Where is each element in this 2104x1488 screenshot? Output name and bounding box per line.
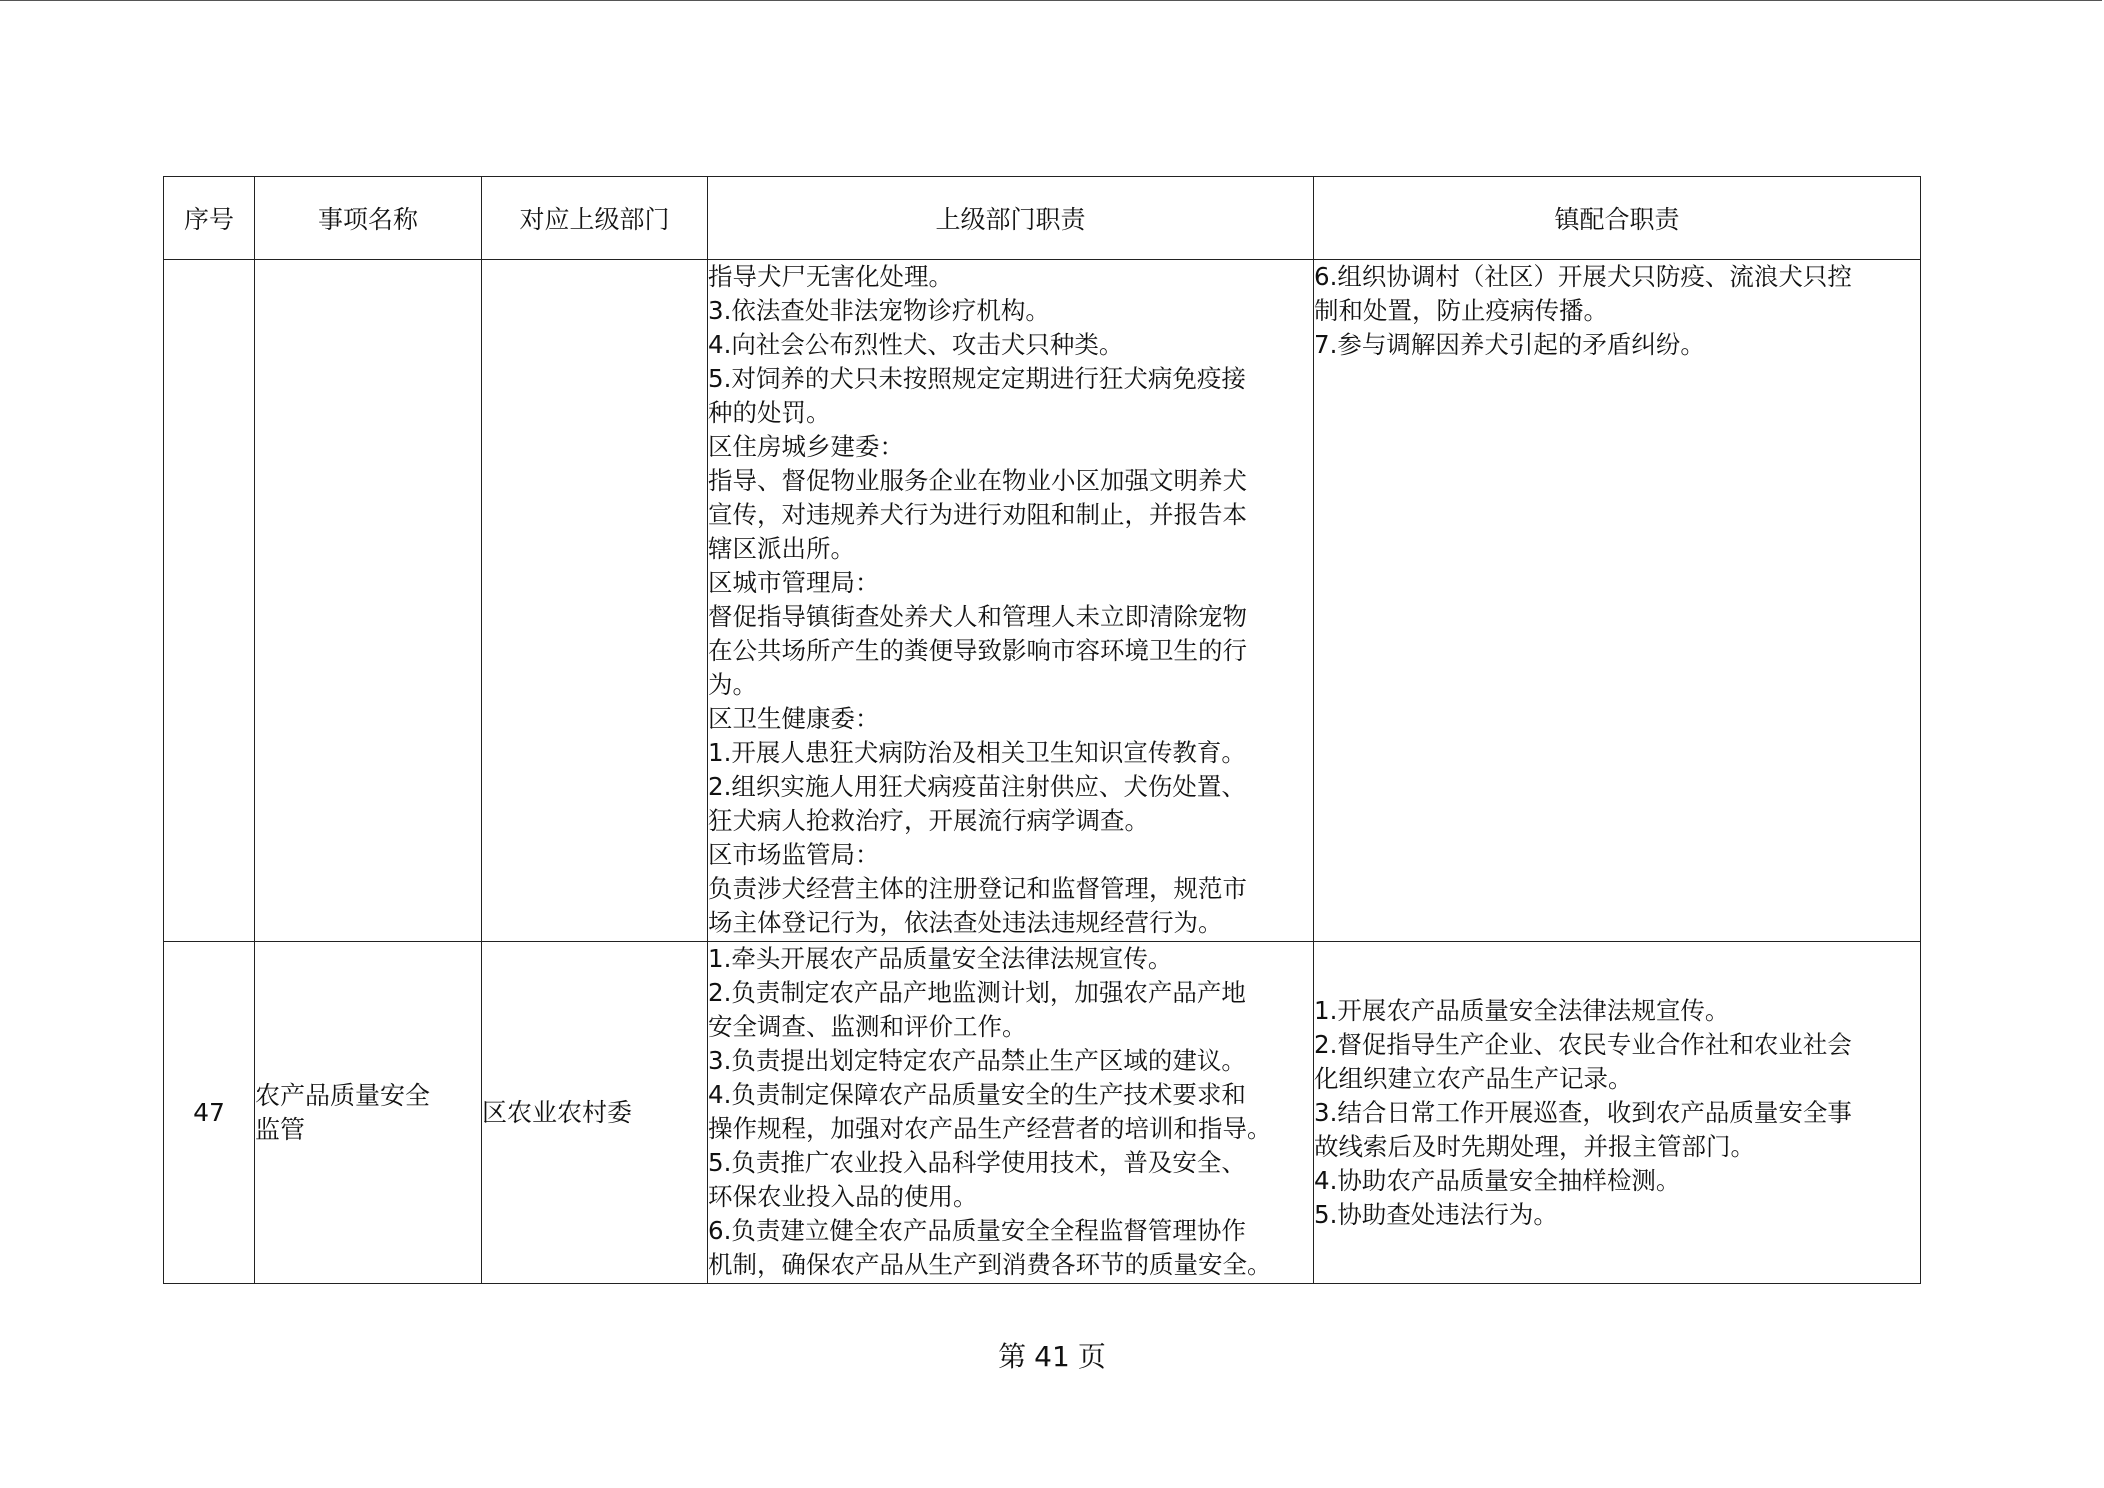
- row-serial-number: [164, 260, 255, 942]
- row-department: [482, 260, 708, 942]
- duty-line: 狂犬病人抢救治疗，开展流行病学调查。: [708, 806, 1149, 835]
- page-prefix: 第: [998, 1340, 1027, 1373]
- duty-line: 种的处罚。: [708, 398, 831, 427]
- duty-line: 3.依法查处非法宠物诊疗机构。: [708, 296, 1050, 325]
- table-header-row: [164, 177, 1921, 260]
- duty-line: 5.对饲养的犬只未按照规定定期进行狂犬病免疫接: [708, 364, 1246, 393]
- duty-line: 为。: [708, 670, 757, 699]
- duty-line: 2.负责制定农产品产地监测计划，加强农产品产地: [708, 978, 1246, 1007]
- row-item-name: [255, 260, 482, 942]
- page-suffix: 页: [1077, 1340, 1106, 1373]
- duty-line: 4.向社会公布烈性犬、攻击犬只种类。: [708, 330, 1124, 359]
- header-superior-department: 对应上级部门: [482, 177, 708, 260]
- table-row: [164, 260, 1921, 942]
- duty-line: 区住房城乡建委：: [708, 432, 904, 461]
- duty-line: 3.负责提出划定特定农产品禁止生产区域的建议。: [708, 1046, 1246, 1075]
- duty-line: 1.开展农产品质量安全法律法规宣传。: [1314, 995, 1730, 1025]
- duty-line: 负责涉犬经营主体的注册登记和监督管理，规范市: [708, 874, 1247, 903]
- header-item-name: 事项名称: [255, 177, 482, 260]
- duty-line: 机制，确保农产品从生产到消费各环节的质量安全。: [708, 1250, 1272, 1279]
- duty-line: 2.督促指导生产企业、农民专业合作社和农业社会: [1314, 1029, 1852, 1059]
- page-number-footer: [0, 1335, 2104, 1375]
- duty-line: 5.负责推广农业投入品科学使用技术，普及安全、: [708, 1148, 1246, 1177]
- duty-line: 故线索后及时先期处理，并报主管部门。: [1314, 1131, 1755, 1161]
- duty-line: 区卫生健康委：: [708, 704, 880, 733]
- duty-line: 在公共场所产生的粪便导致影响市容环境卫生的行: [708, 636, 1247, 665]
- duty-line: 操作规程，加强对农产品生产经营者的培训和指导。: [708, 1114, 1272, 1143]
- duty-line: 区城市管理局：: [708, 568, 880, 597]
- header-superior-duties: 上级部门职责: [708, 177, 1314, 260]
- duty-line: 7.参与调解因养犬引起的矛盾纠纷。: [1314, 330, 1705, 359]
- duty-line: 督促指导镇街查处养犬人和管理人未立即清除宠物: [708, 602, 1247, 631]
- duty-line: 5.协助查处违法行为。: [1314, 1199, 1558, 1229]
- duty-line: 安全调查、监测和评价工作。: [708, 1012, 1027, 1041]
- duty-line: 4.协助农产品质量安全抽样检测。: [1314, 1165, 1681, 1195]
- duty-line: 制和处置，防止疫病传播。: [1314, 296, 1608, 325]
- table-row: [164, 942, 1921, 1284]
- header-town-duties: 镇配合职责: [1314, 177, 1921, 260]
- row-superior-duties: [708, 942, 1314, 1284]
- duty-line: 3.结合日常工作开展巡查，收到农产品质量安全事: [1314, 1097, 1852, 1127]
- row-town-duties: [1314, 942, 1921, 1284]
- header-serial-number: 序号: [164, 177, 255, 260]
- duty-line: 1.开展人患狂犬病防治及相关卫生知识宣传教育。: [708, 738, 1246, 767]
- row-department: 区农业农村委: [482, 942, 708, 1284]
- duty-line: 指导、督促物业服务企业在物业小区加强文明养犬: [708, 466, 1247, 495]
- duty-line: 宣传，对违规养犬行为进行劝阻和制止，并报告本: [708, 500, 1247, 529]
- duty-line: 6.负责建立健全农产品质量安全全程监督管理协作: [708, 1216, 1246, 1245]
- row-superior-duties: [708, 260, 1314, 942]
- duty-table: [163, 176, 1921, 1284]
- duty-line: 6.组织协调村（社区）开展犬只防疫、流浪犬只控: [1314, 262, 1852, 291]
- page-number: 41: [1034, 1340, 1070, 1373]
- duty-line: 2.组织实施人用狂犬病疫苗注射供应、犬伤处置、: [708, 772, 1246, 801]
- duty-line: 环保农业投入品的使用。: [708, 1182, 978, 1211]
- row-town-duties: [1314, 260, 1921, 942]
- duty-line: 区市场监管局：: [708, 840, 880, 869]
- page-top-border: [0, 0, 2102, 1]
- duty-line: 辖区派出所。: [708, 534, 855, 563]
- duty-line: 化组织建立农产品生产记录。: [1314, 1063, 1633, 1093]
- duty-line: 1.牵头开展农产品质量安全法律法规宣传。: [708, 944, 1173, 973]
- row-serial-number: 47: [164, 942, 255, 1284]
- item-name-line: 农产品质量安全: [255, 1080, 431, 1110]
- duty-line: 4.负责制定保障农产品质量安全的生产技术要求和: [708, 1080, 1246, 1109]
- duty-line: 指导犬尸无害化处理。: [708, 262, 953, 291]
- duty-line: 场主体登记行为，依法查处违法违规经营行为。: [708, 908, 1223, 937]
- item-name-line: 监管: [255, 1114, 306, 1144]
- row-item-name: [255, 942, 482, 1284]
